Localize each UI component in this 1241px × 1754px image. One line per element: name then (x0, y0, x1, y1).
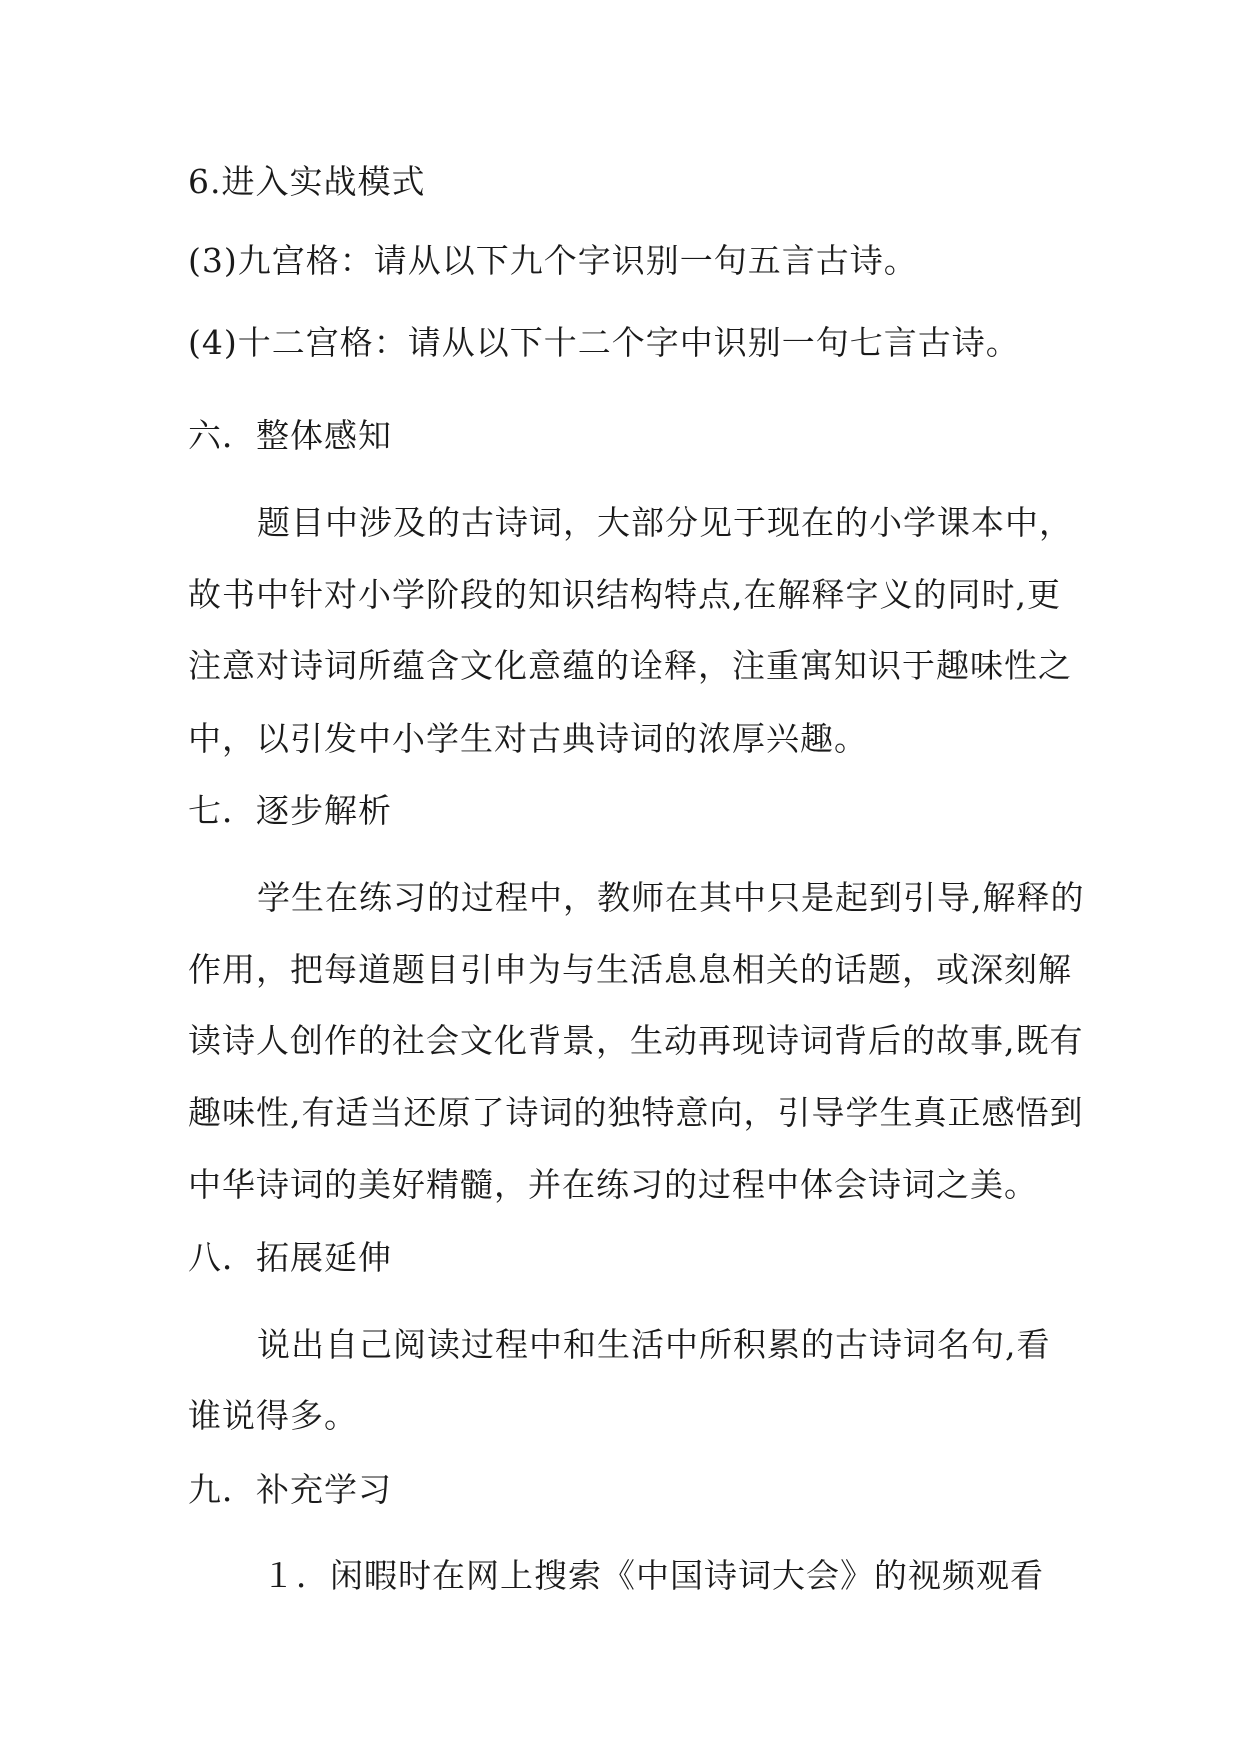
practice-item-3: (3)九宫格：请从以下九个字识别一句五言古诗。 (188, 241, 918, 280)
overall-paragraph-line-3: 注意对诗词所蕴含文化意蕴的诠释，注重寓知识于趣味性之 (188, 646, 1072, 685)
extension-paragraph-line-2: 谁说得多。 (188, 1396, 358, 1435)
overall-paragraph-line-4: 中，以引发中小学生对古典诗词的浓厚兴趣。 (188, 719, 868, 758)
supplement-item-1: １．闲暇时在网上搜索《中国诗词大会》的视频观看 (262, 1556, 1044, 1595)
section-heading-analysis: 七．逐步解析 (188, 791, 392, 830)
section-heading-supplement: 九．补充学习 (188, 1470, 392, 1509)
analysis-paragraph-line-4: 趣味性,有适当还原了诗词的独特意向，引导学生真正感悟到 (188, 1093, 1084, 1132)
section-heading-extension: 八．拓展延伸 (188, 1238, 392, 1277)
overall-paragraph-line-1: 题目中涉及的古诗词，大部分见于现在的小学课本中， (257, 503, 1073, 542)
extension-paragraph-line-1: 说出自己阅读过程中和生活中所积累的古诗词名句,看 (257, 1325, 1051, 1364)
analysis-paragraph-line-3: 读诗人创作的社会文化背景，生动再现诗词背后的故事,既有 (188, 1021, 1084, 1060)
analysis-paragraph-line-5: 中华诗词的美好精髓，并在练习的过程中体会诗词之美。 (188, 1165, 1038, 1204)
section-heading-overall: 六．整体感知 (188, 416, 392, 455)
analysis-paragraph-line-2: 作用，把每道题目引申为与生活息息相关的话题，或深刻解 (188, 950, 1072, 989)
practice-title: 6.进入实战模式 (188, 162, 426, 201)
overall-paragraph-line-2: 故书中针对小学阶段的知识结构特点,在解释字义的同时,更 (188, 575, 1061, 614)
practice-item-4: (4)十二宫格：请从以下十二个字中识别一句七言古诗。 (188, 323, 1020, 362)
analysis-paragraph-line-1: 学生在练习的过程中，教师在其中只是起到引导,解释的 (257, 878, 1085, 917)
